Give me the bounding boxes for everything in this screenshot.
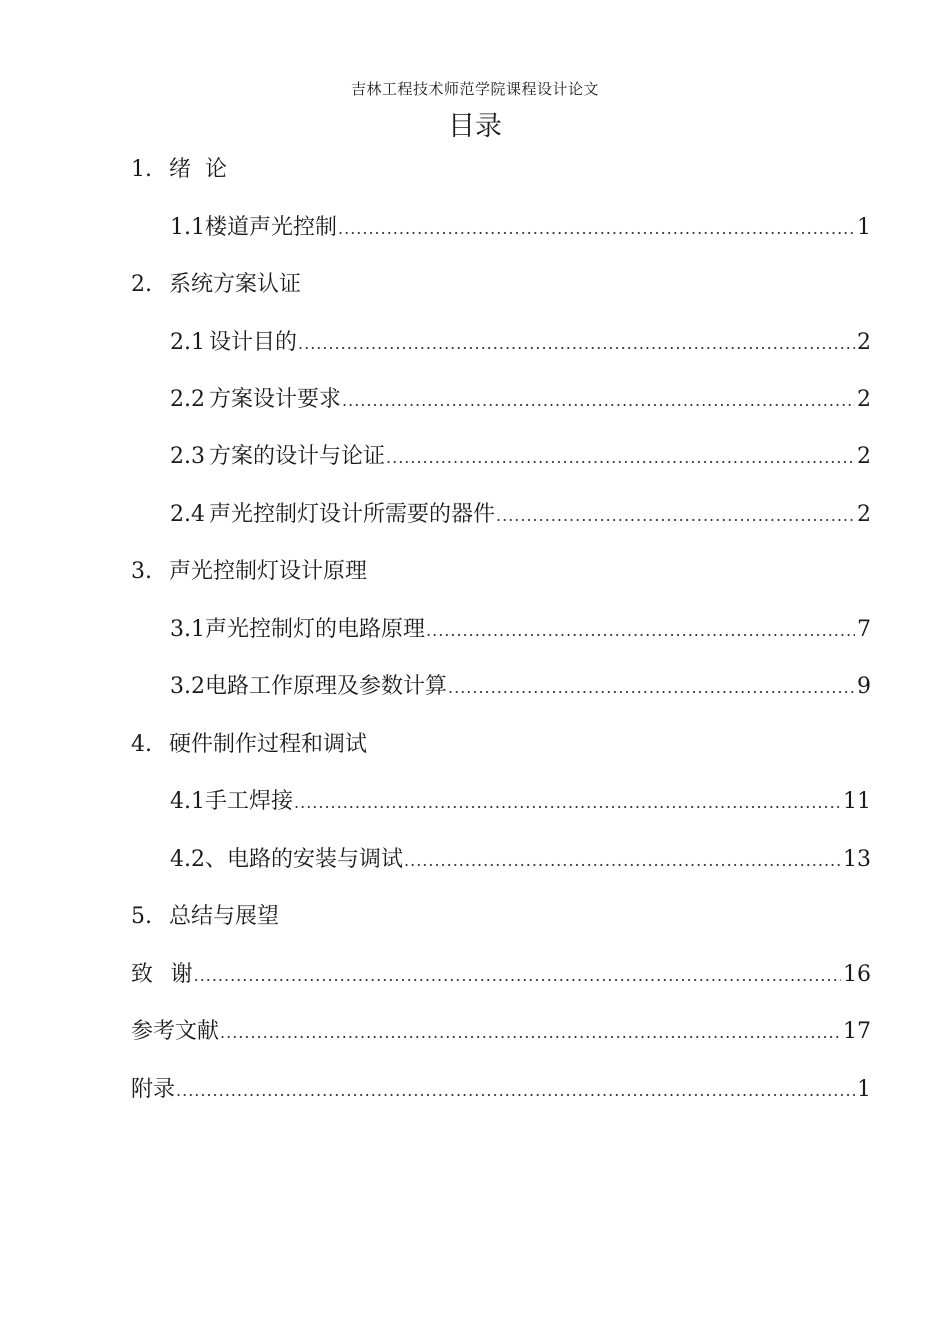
toc-chapter-label: 硬件制作过程和调试 bbox=[169, 732, 368, 757]
toc-entry-number: 2.1 bbox=[170, 330, 205, 355]
toc-entry-2-3[interactable] bbox=[170, 442, 871, 472]
toc-entry-3-1[interactable] bbox=[170, 615, 871, 645]
toc-chapter-number: 4. bbox=[131, 732, 152, 757]
toc-chapter-5[interactable] bbox=[131, 902, 871, 932]
toc-entry-label: 声光控制灯设计所需要的器件 bbox=[209, 502, 496, 527]
toc-dot-leader bbox=[496, 501, 855, 531]
toc-chapter-label: 系统方案认证 bbox=[169, 272, 302, 297]
toc-chapter-label: 声光控制灯设计原理 bbox=[169, 559, 368, 584]
toc-chapter-1[interactable] bbox=[131, 155, 871, 185]
toc-dot-leader bbox=[426, 616, 855, 646]
toc-entry-3-2[interactable] bbox=[170, 672, 871, 702]
toc-dot-leader bbox=[194, 961, 841, 991]
toc-entry-number: 2.3 bbox=[170, 444, 205, 469]
toc-chapter-3[interactable] bbox=[131, 557, 871, 587]
toc-page-number: 2 bbox=[857, 330, 871, 355]
toc-chapter-4[interactable] bbox=[131, 730, 871, 760]
toc-entry-2-2[interactable] bbox=[170, 385, 871, 415]
toc-entry-number: 2.2 bbox=[170, 387, 205, 412]
toc-entry-label: 手工焊接 bbox=[205, 789, 294, 814]
toc-entry-4-2[interactable] bbox=[170, 845, 871, 875]
toc-page-number: 11 bbox=[843, 789, 871, 814]
toc-page-number: 2 bbox=[857, 444, 871, 469]
toc-entry-label-first-char: 致 bbox=[131, 962, 154, 987]
document-running-header: 吉林工程技术师范学院课程设计论文 bbox=[350, 80, 599, 98]
toc-entry-2-4[interactable] bbox=[170, 500, 871, 530]
toc-entry-number: 3.1 bbox=[170, 617, 205, 642]
toc-title: 目录 bbox=[448, 111, 502, 142]
toc-entry-number: 4.1 bbox=[170, 789, 205, 814]
toc-entry-references[interactable] bbox=[131, 1017, 871, 1047]
toc-page-number: 16 bbox=[843, 962, 871, 987]
toc-entry-label: 方案的设计与论证 bbox=[209, 444, 386, 469]
toc-dot-leader bbox=[404, 846, 841, 876]
toc-dot-leader bbox=[220, 1018, 841, 1048]
toc-page-number: 13 bbox=[843, 847, 871, 872]
toc-entry-number: 1.1 bbox=[170, 215, 205, 240]
toc-entry-4-1[interactable] bbox=[170, 787, 871, 817]
toc-page-number: 17 bbox=[843, 1019, 871, 1044]
toc-dot-leader bbox=[298, 329, 855, 359]
toc-dot-leader bbox=[294, 788, 841, 818]
toc-entry-number: 2.4 bbox=[170, 502, 205, 527]
toc-entry-label: 声光控制灯的电路原理 bbox=[205, 617, 426, 642]
toc-chapter-number: 5. bbox=[131, 904, 152, 929]
toc-entry-label: 电路的安装与调试 bbox=[227, 847, 404, 872]
toc-page-number: 1 bbox=[857, 1077, 871, 1102]
toc-entry-acknowledgements[interactable] bbox=[131, 960, 871, 990]
toc-chapter-2[interactable] bbox=[131, 270, 871, 300]
toc-entry-number: 3.2 bbox=[170, 674, 205, 699]
toc-entry-label: 电路工作原理及参数计算 bbox=[205, 674, 448, 699]
toc-entry-label: 方案设计要求 bbox=[209, 387, 342, 412]
toc-entry-label: 附录 bbox=[131, 1077, 176, 1102]
toc-dot-leader bbox=[176, 1076, 855, 1106]
toc-entry-label: 设计目的 bbox=[209, 330, 298, 355]
toc-page-number: 1 bbox=[857, 215, 871, 240]
toc-chapter-label: 绪 论 bbox=[169, 157, 227, 182]
toc-chapter-label: 总结与展望 bbox=[169, 904, 280, 929]
toc-page-number: 9 bbox=[857, 674, 871, 699]
toc-entry-2-1[interactable] bbox=[170, 328, 871, 358]
toc-page-number: 2 bbox=[857, 502, 871, 527]
toc-entry-label-second-char: 谢 bbox=[170, 962, 193, 987]
toc-entry-1-1[interactable] bbox=[170, 213, 871, 243]
toc-entry-number: 4.2、 bbox=[170, 847, 227, 872]
toc-chapter-number: 3. bbox=[131, 559, 152, 584]
toc-page-number: 7 bbox=[857, 617, 871, 642]
toc-chapter-number: 2. bbox=[131, 272, 152, 297]
toc-dot-leader bbox=[448, 673, 855, 703]
toc-page-number: 2 bbox=[857, 387, 871, 412]
toc-dot-leader bbox=[386, 443, 855, 473]
toc-entry-appendix[interactable] bbox=[131, 1075, 871, 1105]
toc-entry-label: 楼道声光控制 bbox=[205, 215, 338, 240]
toc-chapter-number: 1. bbox=[131, 157, 152, 182]
toc-dot-leader bbox=[342, 386, 855, 416]
toc-dot-leader bbox=[338, 214, 855, 244]
toc-entry-label: 参考文献 bbox=[131, 1019, 220, 1044]
